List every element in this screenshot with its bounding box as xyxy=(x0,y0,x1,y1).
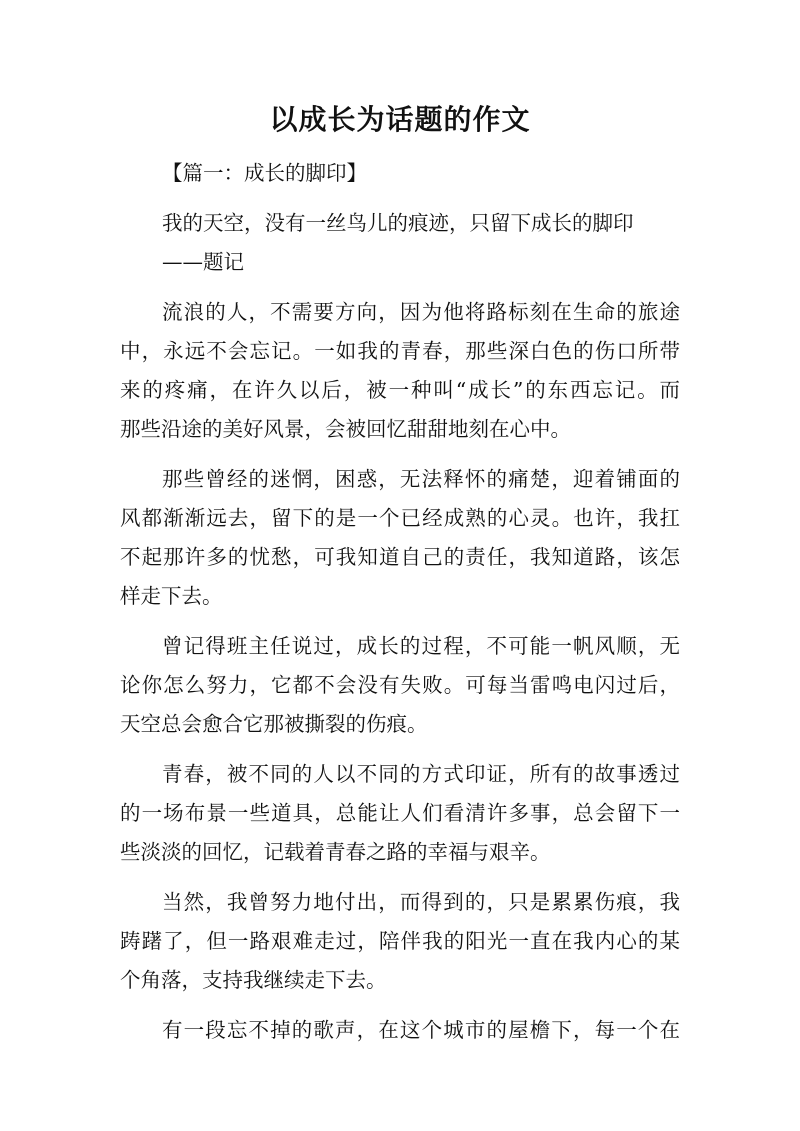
paragraph-3-line-1: 曾记得班主任说过，成长的过程，不可能一帆风顺，无 xyxy=(162,634,680,658)
paragraph-5-line-2: 踌躇了，但一路艰难走过，陪伴我的阳光一直在我内心的某 xyxy=(120,929,680,953)
paragraph-5-line-1: 当然，我曾努力地付出，而得到的，只是累累伤痕，我 xyxy=(162,890,680,914)
paragraph-4-line-3: 些淡淡的回忆，记载着青春之路的幸福与艰辛。 xyxy=(120,840,551,864)
epigraph-line: 我的天空，没有一丝鸟儿的痕迹，只留下成长的脚印 xyxy=(162,211,634,235)
document-title: 以成长为话题的作文 xyxy=(269,103,531,136)
paragraph-2-line-4: 样走下去。 xyxy=(120,584,223,608)
paragraph-5-line-3: 个角落，支持我继续走下去。 xyxy=(120,968,387,992)
document-body xyxy=(120,154,680,1050)
paragraph-3-line-2: 论你怎么努力，它都不会没有失败。可每当雷鸣电闪过后， xyxy=(120,673,680,697)
paragraph-1-line-4: 那些沿途的美好风景，会被回忆甜甜地刻在心中。 xyxy=(120,417,571,441)
paragraph-1-line-1: 流浪的人，不需要方向，因为他将路标刻在生命的旅途 xyxy=(162,300,680,324)
epigraph-attribution: ——题记 xyxy=(162,250,244,274)
paragraph-2-line-2: 风都渐渐远去，留下的是一个已经成熟的心灵。也许，我扛 xyxy=(120,506,680,530)
paragraph-4-line-2: 的一场布景一些道具，总能让人们看清许多事，总会留下一 xyxy=(120,801,680,825)
paragraph-2-line-1: 那些曾经的迷惘，困惑，无法释怀的痛楚，迎着铺面的 xyxy=(162,467,680,491)
paragraph-1-line-2: 中，永远不会忘记。一如我的青春，那些深白色的伤口所带 xyxy=(120,339,680,363)
paragraph-6-line-1: 有一段忘不掉的歌声，在这个城市的屋檐下，每一个在 xyxy=(162,1018,680,1042)
section-heading: 【篇一：成长的脚印】 xyxy=(162,161,367,185)
paragraph-4-line-1: 青春，被不同的人以不同的方式印证，所有的故事透过 xyxy=(162,762,680,786)
paragraph-2-line-3: 不起那许多的忧愁，可我知道自己的责任，我知道路，该怎 xyxy=(120,545,680,569)
paragraph-3-line-3: 天空总会愈合它那被撕裂的伤痕。 xyxy=(120,712,428,736)
paragraph-1-line-3: 来的疼痛，在许久以后，被一种叫“成长”的东西忘记。而 xyxy=(120,378,680,402)
